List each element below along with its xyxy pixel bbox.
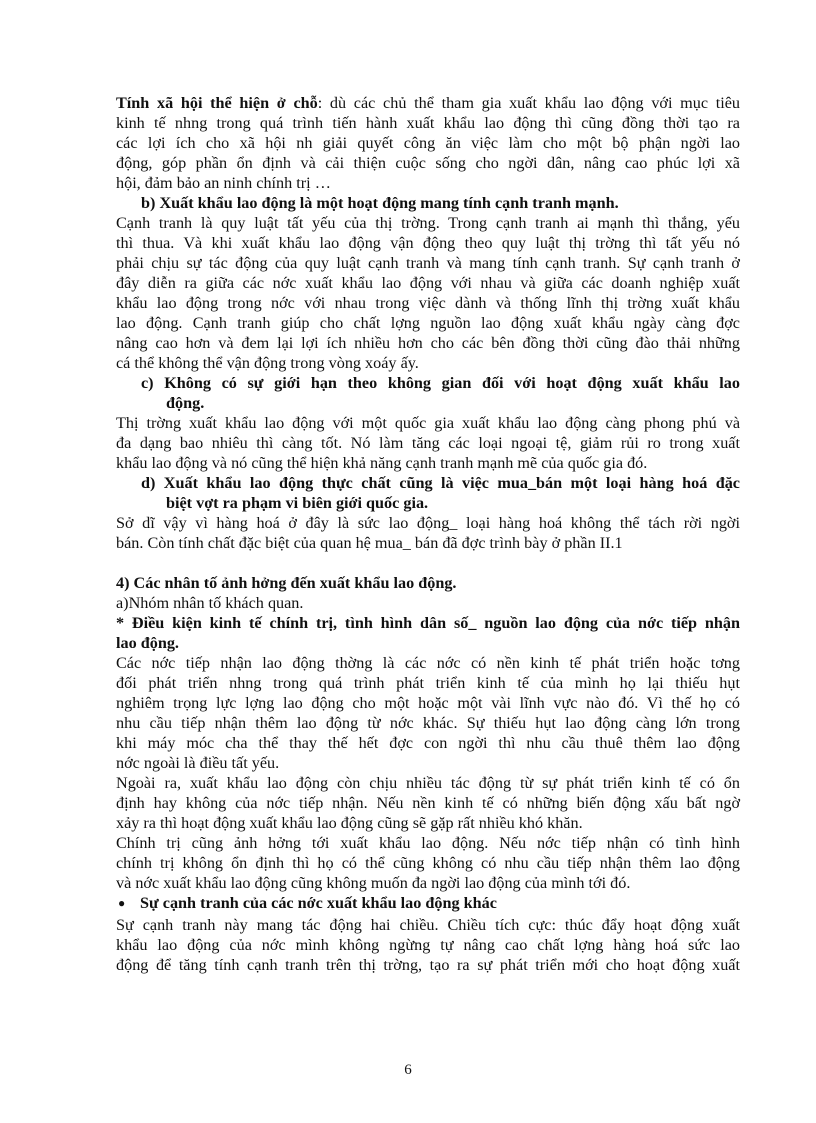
paragraph-line: định hay không của nớc tiếp nhận. Nếu nền kinh tế có những biến động xấu bất ngờ — [116, 794, 740, 812]
section-heading-c-cont: động. — [166, 394, 205, 412]
paragraph-line: khẩu lao động trong nớc với nhau trong việc dành và thống lĩnh thị trờng xuất khẩu — [116, 294, 740, 312]
paragraph-line: khẩu lao động và nó cũng thể hiện khả năng cạnh tranh mạnh mẽ của quốc gia đó. — [116, 454, 648, 472]
section-heading-c: c) Không có sự giới hạn theo không gian đối với hoạt động xuất khẩu lao — [141, 374, 740, 392]
paragraph-line: bán. Còn tính chất đặc biệt của quan hệ mua_ bán đã đợc trình bày ở phần II.1 — [116, 534, 623, 552]
factor-heading-cont: lao động. — [116, 634, 179, 652]
subheading-a: a)Nhóm nhân tố khách quan. — [116, 594, 304, 612]
factor-heading: * Điều kiện kinh tế chính trị, tình hình dân số_ nguồn lao động của nớc tiếp nhận — [116, 614, 740, 632]
bullet-dot-icon: ● — [118, 896, 126, 910]
paragraph-line: xảy ra thì hoạt động xuất khẩu lao động cũng sẽ gặp rất nhiều khó khăn. — [116, 814, 583, 832]
section-heading-d: d) Xuất khẩu lao động thực chất cũng là việc mua_bán một loại hàng hoá đặc — [141, 474, 740, 492]
bullet-heading — [116, 893, 740, 915]
paragraph-line: thì thua. Và khi xuất khẩu lao động vận động theo quy luật thị trờng thì tất yếu nó — [116, 234, 740, 252]
paragraph-line: nghiêm trọng lực lợng lao động cho một hoặc một vài lĩnh vực nào đó. Vì thế họ có — [116, 694, 740, 712]
paragraph-line: phải chịu sự tác động của quy luật cạnh tranh và mang tính cạnh tranh. Sự cạnh tranh ở — [116, 254, 740, 272]
paragraph-line: khẩu lao động của nớc mình không ngừng tự nâng cao chất lợng hàng hoá sức lao — [116, 936, 740, 954]
paragraph-line: lao động. Cạnh tranh giúp cho chất lợng nguồn lao động xuất khẩu ngày càng đợc — [116, 314, 740, 332]
paragraph-line: đây diễn ra giữa các nớc xuất khẩu lao động với nhau và giữa các doanh nghiệp xuất — [116, 274, 740, 292]
paragraph-line: nhu cầu tiếp nhận thêm lao động từ nớc khác. Sự thiếu hụt lao động càng lớn trong — [116, 714, 740, 732]
paragraph-line: kinh tế nhng trong quá trình tiến hành xuất khẩu lao động thì cũng đồng thời tạo ra — [116, 114, 740, 132]
blank-line — [116, 553, 740, 573]
paragraph-line: và nớc xuất khẩu lao động cũng không muốn đa ngời lao động của mình tới đó. — [116, 874, 631, 892]
paragraph-line: động để tăng tính cạnh tranh trên thị trờng, tạo ra sự phát triển mới cho hoạt động xuất — [116, 956, 740, 974]
page-number: 6 — [404, 1062, 412, 1078]
paragraph-line — [116, 93, 740, 113]
page-body — [116, 93, 740, 975]
paragraph-line: khi máy móc cha thể thay thế hết đợc con ngời thì nhu cầu thuê thêm lao động — [116, 734, 740, 752]
paragraph-line: Các nớc tiếp nhận lao động thờng là các nớc có nền kinh tế phát triển hoặc tơng — [116, 654, 740, 672]
paragraph-line: Sự cạnh tranh này mang tác động hai chiều. Chiều tích cực: thúc đẩy hoạt động xuất — [116, 916, 740, 934]
section-heading-4: 4) Các nhân tố ảnh hởng đến xuất khẩu lao động. — [116, 574, 457, 592]
section-heading-d-cont: biệt vợt ra phạm vi biên giới quốc gia. — [166, 494, 429, 512]
paragraph-line: Cạnh tranh là quy luật tất yếu của thị trờng. Trong cạnh tranh ai mạnh thì thắng, yếu — [116, 214, 740, 232]
bullet-heading-text: Sự cạnh tranh của các nớc xuất khẩu lao động khác — [140, 894, 497, 912]
inline-bold-phrase: Tính xã hội thể hiện ở chỗ — [116, 94, 318, 112]
paragraph-line: các lợi ích cho xã hội nh giải quyết công ăn việc làm cho một bộ phận ngời lao — [116, 134, 740, 152]
paragraph-line: Chính trị cũng ảnh hởng tới xuất khẩu lao động. Nếu nớc tiếp nhận có tình hình — [116, 834, 740, 852]
paragraph-line: hội, đảm bảo an ninh chính trị … — [116, 174, 331, 192]
paragraph-line: nớc ngoài là điều tất yếu. — [116, 754, 280, 772]
paragraph-line: Thị trờng xuất khẩu lao động với một quốc gia xuất khẩu lao động càng phong phú và — [116, 414, 740, 432]
paragraph-line: động, góp phần ổn định và cải thiện cuộc sống cho ngời dân, nâng cao phúc lợi xã — [116, 154, 740, 172]
inline-text: : dù các chủ thể tham gia xuất khẩu lao động với mục tiêu — [317, 94, 741, 112]
paragraph-line: Ngoài ra, xuất khẩu lao động còn chịu nhiều tác động từ sự phát triển kinh tế có ổn — [116, 774, 740, 792]
paragraph-line: chính trị không ổn định thì họ có thể cũng không có nhu cầu tiếp nhận thêm lao động — [116, 854, 740, 872]
paragraph-line: Sở dĩ vậy vì hàng hoá ở đây là sức lao động_ loại hàng hoá không thể tách rời ngời — [116, 514, 740, 532]
section-heading-b: b) Xuất khẩu lao động là một hoạt động mang tính cạnh tranh mạnh. — [141, 194, 619, 212]
paragraph-line: cá thể không thể vận động trong vòng xoáy ấy. — [116, 354, 419, 372]
paragraph-line: đa dạng bao nhiêu thì càng tốt. Nó làm tăng các loại ngoại tệ, giảm rủi ro trong xuất — [116, 434, 740, 452]
paragraph-line: nâng cao hơn và đem lại lợi ích nhiều hơn cho các bên đồng thời cũng đào thải những — [116, 334, 740, 352]
paragraph-line: đối phát triển nhng trong quá trình phát triển kinh tế của mình họ lại thiếu hụt — [116, 674, 740, 692]
